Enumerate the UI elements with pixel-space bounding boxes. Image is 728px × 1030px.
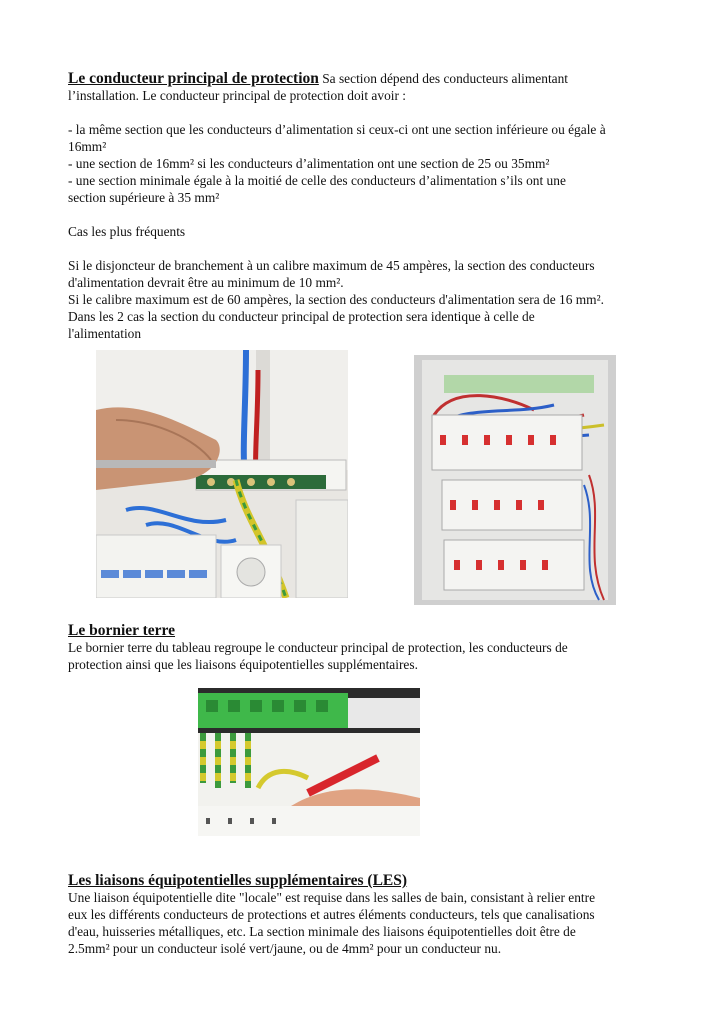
section1-first-line [68,70,668,87]
section1-line2: l’installation. Le conducteur principal de protection doit avoir : [68,88,407,103]
section3-text-line: d'eau, huisseries métalliques, etc. La section minimale des liaisons équipotentielles doit être de [68,924,576,939]
section3-text-line: 2.5mm² pour un conducteur isolé vert/jaune, ou de 4mm² pour un conducteur nu. [68,941,502,956]
bullet-line: - une section de 16mm² si les conducteurs d’alimentation ont une section de 25 ou 35mm² [68,156,550,171]
section1-heading: Le conducteur principal de protection [68,70,319,87]
paragraph-line: Dans les 2 cas la section du conducteur principal de protection sera identique à celle de [68,309,535,324]
section3-text-line: Une liaison équipotentielle dite "locale" est requise dans les salles de bain, consistant à relier entre [68,890,596,905]
paragraph-line: Si le calibre maximum est de 60 ampères, la section des conducteurs d'alimentation sera de 16 mm². [68,292,604,307]
bullet-line: 16mm² [68,139,107,154]
section-liaisons-equipotentielles [68,872,668,957]
section3-text-line: eux les différents conducteurs de protections et autres éléments conducteurs, tels que canalisations [68,907,595,922]
paragraph-line: l'alimentation [68,326,142,341]
section1-subheading: Cas les plus fréquents [68,224,186,239]
paragraph-line: d'alimentation devrait être au minimum de 10 mm². [68,275,344,290]
section2-text-line: Le bornier terre du tableau regroupe le conducteur principal de protection, les conducteurs de [68,640,568,655]
section2-text-line: protection ainsi que les liaisons équipotentielles supplémentaires. [68,657,418,672]
bullet-line: section supérieure à 35 mm² [68,190,220,205]
section2-heading: Le bornier terre [68,622,176,639]
bullet-line: - la même section que les conducteurs d’alimentation si ceux-ci ont une section inférieure ou égale à [68,122,606,137]
photo-earth-terminal-screwdriver [198,688,420,836]
photo-distribution-panel [414,355,616,605]
section-bornier-terre [68,622,668,673]
section1-heading-suffix: Sa section dépend des conducteurs alimentant [322,71,569,86]
section-conducteur-principal [68,70,668,342]
bullet-line: - une section minimale égale à la moitié de celle des conducteurs d’alimentation s’ils ont une [68,173,566,188]
photo-earth-terminal-hand [96,350,348,598]
paragraph-line: Si le disjoncteur de branchement à un calibre maximum de 45 ampères, la section des conducteurs [68,258,595,273]
section3-heading: Les liaisons équipotentielles supplémentaires (LES) [68,872,408,889]
